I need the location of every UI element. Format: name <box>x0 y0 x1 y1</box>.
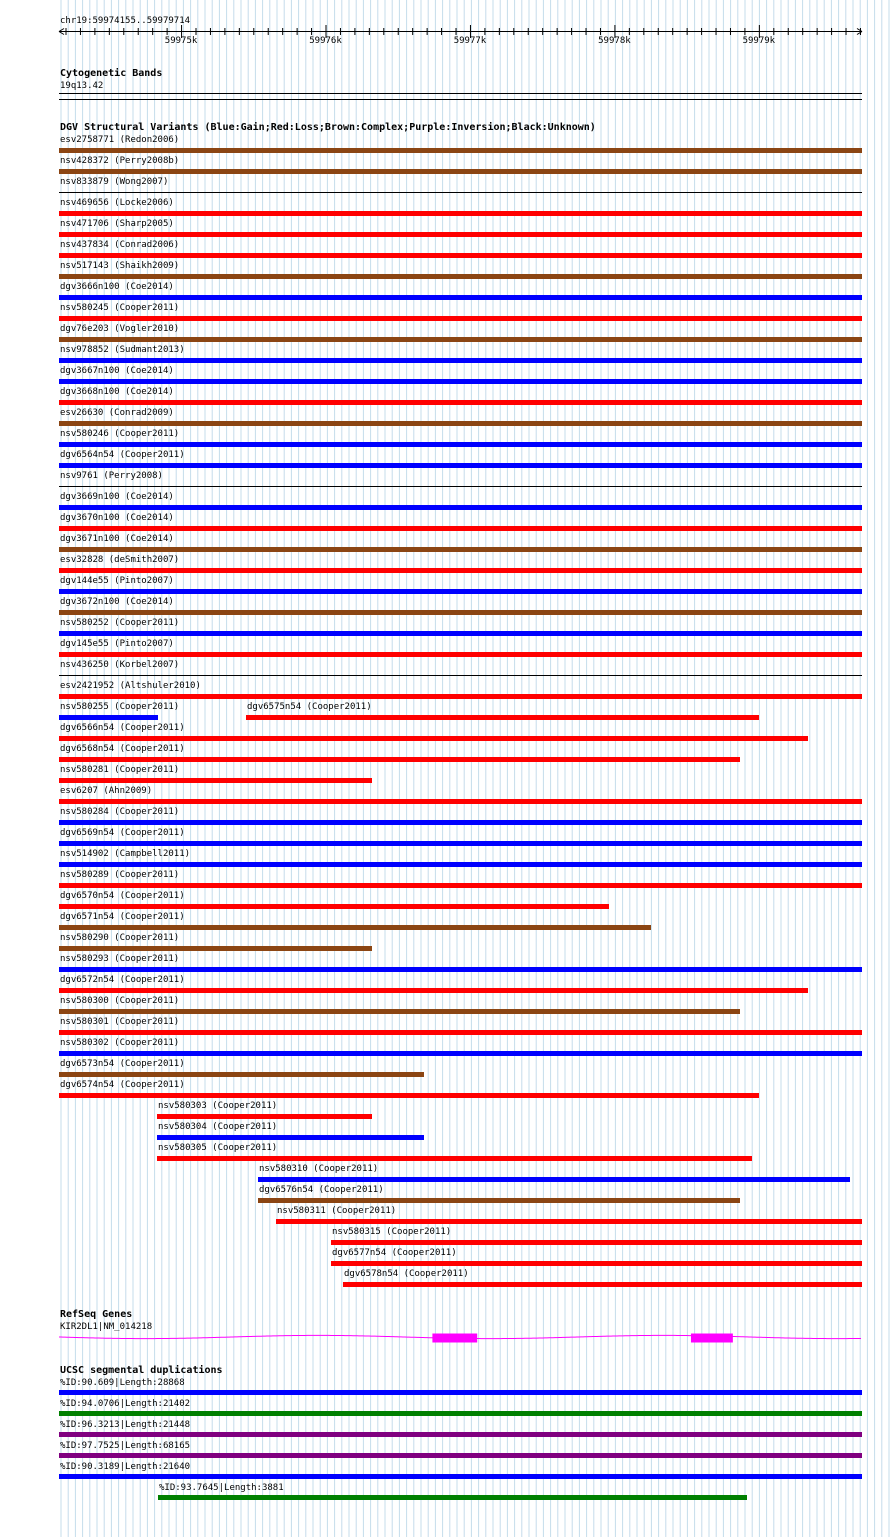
variant-label[interactable]: nsv580310 (Cooper2011) <box>259 1164 379 1174</box>
variant-bar[interactable] <box>59 547 862 552</box>
variant-bar[interactable] <box>59 337 862 342</box>
variant-label[interactable]: nsv580290 (Cooper2011) <box>60 933 180 943</box>
variant-label[interactable]: nsv833879 (Wong2007) <box>60 177 169 187</box>
variant-bar[interactable] <box>59 421 862 426</box>
variant-label[interactable]: nsv580301 (Cooper2011) <box>60 1017 180 1027</box>
variant-label[interactable]: nsv580245 (Cooper2011) <box>60 303 180 313</box>
cytoband-line-bottom <box>59 99 862 100</box>
variant-bar[interactable] <box>59 316 862 321</box>
segdup-label[interactable]: %ID:94.0706|Length:21402 <box>60 1399 191 1409</box>
variant-bar[interactable] <box>59 486 862 487</box>
variant-bar[interactable] <box>59 526 862 531</box>
variant-bar[interactable] <box>59 442 862 447</box>
variant-label[interactable]: dgv3668n100 (Coe2014) <box>60 387 174 397</box>
variant-bar[interactable] <box>59 652 862 657</box>
variant-label[interactable]: nsv517143 (Shaikh2009) <box>60 261 180 271</box>
variant-bar[interactable] <box>59 820 862 825</box>
variant-bar[interactable] <box>59 967 862 972</box>
variant-label[interactable]: nsv580300 (Cooper2011) <box>60 996 180 1006</box>
variant-bar[interactable] <box>59 946 372 951</box>
variant-label[interactable]: dgv6573n54 (Cooper2011) <box>60 1059 185 1069</box>
gene-exon[interactable] <box>432 1334 477 1343</box>
ruler-tick-label: 59978k <box>598 36 631 46</box>
variant-label[interactable]: dgv6575n54 (Cooper2011) <box>247 702 372 712</box>
variant-label[interactable]: dgv3669n100 (Coe2014) <box>60 492 174 502</box>
variant-label[interactable]: nsv580311 (Cooper2011) <box>277 1206 397 1216</box>
variant-label[interactable]: esv26630 (Conrad2009) <box>60 408 174 418</box>
segdup-title: UCSC segmental duplications <box>60 1365 223 1376</box>
ruler-tick-label: 59976k <box>309 36 342 46</box>
variant-bar[interactable] <box>59 589 862 594</box>
segdup-label[interactable]: %ID:90.3189|Length:21640 <box>60 1462 191 1472</box>
variant-bar[interactable] <box>157 1114 372 1119</box>
variant-label[interactable]: dgv3667n100 (Coe2014) <box>60 366 174 376</box>
variant-label[interactable]: esv2421952 (Altshuler2010) <box>60 681 201 691</box>
variant-label[interactable]: dgv6577n54 (Cooper2011) <box>332 1248 457 1258</box>
ruler-tick-label: 59979k <box>742 36 776 46</box>
variant-bar[interactable] <box>157 1135 424 1140</box>
variant-label[interactable]: dgv3671n100 (Coe2014) <box>60 534 174 544</box>
gene-model[interactable] <box>0 1331 890 1345</box>
variant-label[interactable]: dgv144e55 (Pinto2007) <box>60 576 174 586</box>
region-label: chr19:59974155..59979714 <box>60 16 191 26</box>
variant-bar[interactable] <box>59 148 862 153</box>
variant-bar[interactable] <box>59 1030 862 1035</box>
variant-bar[interactable] <box>59 379 862 384</box>
variant-bar[interactable] <box>59 736 808 741</box>
variant-label[interactable]: nsv471706 (Sharp2005) <box>60 219 174 229</box>
variant-label[interactable]: nsv580281 (Cooper2011) <box>60 765 180 775</box>
variant-bar[interactable] <box>276 1219 862 1224</box>
variant-bar[interactable] <box>59 232 862 237</box>
variant-label[interactable]: nsv469656 (Locke2006) <box>60 198 174 208</box>
variant-label[interactable]: dgv6578n54 (Cooper2011) <box>344 1269 469 1279</box>
variant-bar[interactable] <box>258 1177 850 1182</box>
variant-bar[interactable] <box>157 1156 752 1161</box>
variant-bar[interactable] <box>59 925 651 930</box>
ruler-tick-label: 59975k <box>164 36 198 46</box>
segdup-label[interactable]: %ID:97.7525|Length:68165 <box>60 1441 191 1451</box>
variant-label[interactable]: nsv580289 (Cooper2011) <box>60 870 180 880</box>
variant-label[interactable]: dgv6574n54 (Cooper2011) <box>60 1080 185 1090</box>
variant-label[interactable]: nsv580284 (Cooper2011) <box>60 807 180 817</box>
dgv-title: DGV Structural Variants (Blue:Gain;Red:Loss;Brown:Complex;Purple:Inversion;Black:Unknown) <box>60 122 596 133</box>
cytoband-title: Cytogenetic Bands <box>60 68 163 79</box>
variant-bar[interactable] <box>59 675 862 676</box>
variant-bar[interactable] <box>59 799 862 804</box>
variant-label[interactable]: dgv6568n54 (Cooper2011) <box>60 744 185 754</box>
variant-label[interactable]: nsv428372 (Perry2008b) <box>60 156 180 166</box>
cytoband-line-top <box>59 93 862 94</box>
variant-bar[interactable] <box>59 463 862 468</box>
variant-label[interactable]: esv32828 (deSmith2007) <box>60 555 180 565</box>
variant-label[interactable]: dgv6566n54 (Cooper2011) <box>60 723 185 733</box>
variant-bar[interactable] <box>59 568 862 573</box>
variant-bar[interactable] <box>343 1282 862 1287</box>
variant-label[interactable]: nsv978852 (Sudmant2013) <box>60 345 185 355</box>
segdup-bar[interactable] <box>59 1411 862 1416</box>
variant-label[interactable]: dgv6564n54 (Cooper2011) <box>60 450 185 460</box>
variant-bar[interactable] <box>59 169 862 174</box>
variant-bar[interactable] <box>59 400 862 405</box>
variant-bar[interactable] <box>258 1198 740 1203</box>
variant-bar[interactable] <box>59 715 158 720</box>
variant-label[interactable]: nsv580315 (Cooper2011) <box>332 1227 452 1237</box>
variant-bar[interactable] <box>59 631 862 636</box>
variant-label[interactable]: nsv580293 (Cooper2011) <box>60 954 180 964</box>
cytoband-label: 19q13.42 <box>60 81 104 91</box>
variant-label[interactable]: nsv580246 (Cooper2011) <box>60 429 180 439</box>
variant-label[interactable]: nsv9761 (Perry2008) <box>60 471 163 481</box>
variant-bar[interactable] <box>59 778 372 783</box>
variant-label[interactable]: dgv6571n54 (Cooper2011) <box>60 912 185 922</box>
segdup-bar[interactable] <box>59 1390 862 1395</box>
segdup-label[interactable]: %ID:90.609|Length:28868 <box>60 1378 185 1388</box>
variant-bar[interactable] <box>59 841 862 846</box>
variant-label[interactable]: nsv580252 (Cooper2011) <box>60 618 180 628</box>
variant-label[interactable]: nsv580303 (Cooper2011) <box>158 1101 278 1111</box>
segdup-label[interactable]: %ID:96.3213|Length:21448 <box>60 1420 191 1430</box>
variant-label[interactable]: dgv6569n54 (Cooper2011) <box>60 828 185 838</box>
variant-label[interactable]: dgv3666n100 (Coe2014) <box>60 282 174 292</box>
variant-bar[interactable] <box>59 358 862 363</box>
variant-label[interactable]: dgv6572n54 (Cooper2011) <box>60 975 185 985</box>
variant-label[interactable]: dgv3670n100 (Coe2014) <box>60 513 174 523</box>
variant-label[interactable]: esv6207 (Ahn2009) <box>60 786 153 796</box>
variant-bar[interactable] <box>59 1051 862 1056</box>
variant-label[interactable]: nsv580255 (Cooper2011) <box>60 702 180 712</box>
variant-label[interactable]: esv2758771 (Redon2006) <box>60 135 180 145</box>
variant-label[interactable]: dgv3672n100 (Coe2014) <box>60 597 174 607</box>
variant-bar[interactable] <box>59 1009 740 1014</box>
variant-label[interactable]: nsv437834 (Conrad2006) <box>60 240 180 250</box>
variant-label[interactable]: dgv76e203 (Vogler2010) <box>60 324 180 334</box>
variant-bar[interactable] <box>59 192 862 193</box>
variant-label[interactable]: nsv580305 (Cooper2011) <box>158 1143 278 1153</box>
variant-bar[interactable] <box>59 694 862 699</box>
segdup-bar[interactable] <box>59 1474 862 1479</box>
variant-bar[interactable] <box>59 295 862 300</box>
variant-label[interactable]: dgv6576n54 (Cooper2011) <box>259 1185 384 1195</box>
variant-bar[interactable] <box>59 988 808 993</box>
variant-bar[interactable] <box>59 505 862 510</box>
segdup-bar[interactable] <box>59 1453 862 1458</box>
segdup-label[interactable]: %ID:93.7645|Length:3881 <box>159 1483 284 1493</box>
gene-exon[interactable] <box>691 1334 733 1343</box>
variant-bar[interactable] <box>59 883 862 888</box>
variant-bar[interactable] <box>59 757 740 762</box>
variant-bar[interactable] <box>331 1261 862 1266</box>
variant-label[interactable]: nsv580302 (Cooper2011) <box>60 1038 180 1048</box>
variant-label[interactable]: dgv145e55 (Pinto2007) <box>60 639 174 649</box>
variant-bar[interactable] <box>59 610 862 615</box>
ruler-tick-label: 59977k <box>453 36 487 46</box>
variant-bar[interactable] <box>59 211 862 216</box>
variant-bar[interactable] <box>59 1072 424 1077</box>
variant-label[interactable]: nsv514902 (Campbell2011) <box>60 849 191 859</box>
ruler-axis[interactable] <box>0 20 890 70</box>
variant-bar[interactable] <box>331 1240 862 1245</box>
variant-bar[interactable] <box>59 904 609 909</box>
variant-bar[interactable] <box>59 1093 759 1098</box>
variant-bar[interactable] <box>59 862 862 867</box>
segdup-bar[interactable] <box>158 1495 747 1500</box>
variant-bar[interactable] <box>246 715 759 720</box>
variant-bar[interactable] <box>59 274 862 279</box>
variant-label[interactable]: nsv436250 (Korbel2007) <box>60 660 180 670</box>
variant-bar[interactable] <box>59 253 862 258</box>
segdup-bar[interactable] <box>59 1432 862 1437</box>
refseq-gene-label[interactable]: KIR2DL1|NM_014218 <box>60 1322 153 1332</box>
variant-label[interactable]: nsv580304 (Cooper2011) <box>158 1122 278 1132</box>
variant-label[interactable]: dgv6570n54 (Cooper2011) <box>60 891 185 901</box>
refseq-title: RefSeq Genes <box>60 1309 133 1320</box>
